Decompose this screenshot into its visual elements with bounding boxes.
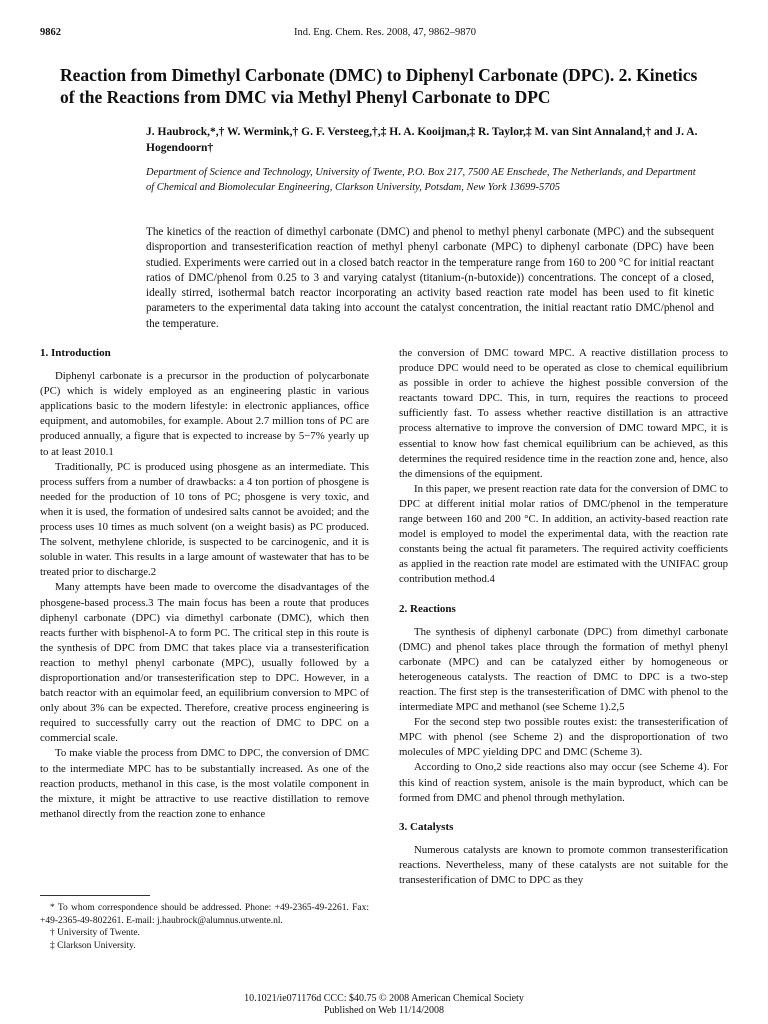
section-heading-catalysts: 3. Catalysts [399,820,454,833]
page-number: 9862 [40,27,61,38]
reactions-paragraph-3: According to Ono,2 side reactions also may occur (see Scheme 4). For this kind of reaction system, anisole is the main byproduct, which can be formed from DMC and phenol through methylation. [399,761,728,804]
article-title: Reaction from Dimethyl Carbonate (DMC) to Diphenyl Carbonate (DPC). 2. Kinetics of the Reactions from DMC via Methyl Phenyl Carbonate to DPC [60,65,698,107]
intro-paragraph-2: Traditionally, PC is produced using phosgene as an intermediate. This process suffers from a number of drawbacks: a 4 ton portion of phosgene is needed for the production of 10 tons of PC; phosgene is very toxic, and when it is used, the formation of undesired salts cannot be avoided; and the process uses 10 times as much solvent (on a weight basis) as PC produced. The solvent, methylene chloride, is suspected to be carcinogenic, and it is soluble in water. This results in a large amount of wastewater that has to be treated prior to discharge.2 [40,460,369,579]
journal-citation: Ind. Eng. Chem. Res. 2008, 47, 9862–9870 [294,27,476,38]
section-heading-introduction: 1. Introduction [40,347,111,359]
publication-date-line: Published on Web 11/14/2008 [323,1005,445,1016]
reactions-paragraph-2: For the second step two possible routes exist: the transesterification of MPC with phenol (see Scheme 2) and the disproportionation of two molecules of MPC yielding DPC and DMC (Scheme 3). [399,716,728,759]
catalysts-paragraph-1: Numerous catalysts are known to promote common transesterification reactions. Nevertheless, many of these catalysts are not suitable for the transesterification of DMC to DPC as they [399,843,728,886]
reactions-paragraph-1: The synthesis of diphenyl carbonate (DPC) from dimethyl carbonate (DMC) and phenol takes place through the formation of methyl phenyl carbonate (MPC) and can be catalyzed either by homogeneous or heterogeneous catalysts. The reaction of DMC to DPC is a two-step reaction. The first step is the transesterification of DMC with phenol to the intermediate MPC and methanol (see Scheme 1).2,5 [399,625,728,714]
doi-copyright-line: 10.1021/ie071176d CCC: $40.75 © 2008 American Chemical Society [244,993,524,1004]
right-column [399,346,728,888]
page-footer [0,993,768,1017]
intro-paragraph-4: To make viable the process from DMC to DPC, the conversion of DMC to the intermediate MPC has to be substantially increased. As one of the reaction products, methanol in this case, is the most volatile component in the mixture, it might be attractive to use reactive distillation to remove methanol directly from the reaction zone to enhance [40,747,369,820]
section-heading-reactions: 2. Reactions [399,602,456,615]
footnote-rule [40,895,150,896]
author-list: J. Haubrock,*,† W. Wermink,† G. F. Versteeg,†,‡ H. A. Kooijman,‡ R. Taylor,‡ M. van Sint Annaland,† and J. A. Hogendoorn† [146,126,698,154]
footnotes [40,895,369,952]
left-column [40,346,369,822]
footnote-correspondence: * To whom correspondence should be addressed. Phone: +49-2365-49-2261. Fax: +49-2365-49-802261. E-mail: j.haubrock@alumnus.utwente.nl. [40,903,369,926]
intro-paragraph-1: Diphenyl carbonate is a precursor in the production of polycarbonate (PC) which is widely employed as an engineering plastic in various applications basic to the modern lifestyle: in electronic appliances, office equipment, and automobiles, for example. About 2.7 million tons of PC are produced annually, a figure that is expected to increase by 5−7% yearly up to at least 2010.1 [40,370,369,458]
footnote-affiliation-clarkson: ‡ Clarkson University. [50,940,136,951]
intro-paragraph-5: In this paper, we present reaction rate data for the conversion of DMC to DPC at different initial molar ratios of DMC/phenol in the temperature range between 160 and 200 °C. In addition, an activity-based reaction rate model is employed to model the experimental data, with the reaction rate constants being the actual fit parameters. The required activity coefficients as applied in the reaction rate model are estimated with the UNIFAC group contribution method.4 [399,482,728,586]
intro-paragraph-3: Many attempts have been made to overcome the disadvantages of the phosgene-based process.3 The main focus has been a route that produces diphenyl carbonate (DPC) via dimethyl carbonate (DMC), which then reacts further with bisphenol-A to form PC. The critical step in this route is the synthesis of DPC from DMC that takes place via a transesterification reaction to methyl phenyl carbonate (MPC), usually followed by a disproportionation and/or transesterification step to DPC. However, in a batch reactor with an equimolar feed, an equilibrium conversion to MPC of only about 3% can be expected. Therefore, creative process engineering is required to successfully carry out the reaction of DMC to DPC on a commercial scale. [40,581,369,745]
running-header [40,27,730,43]
affiliations: Department of Science and Technology, University of Twente, P.O. Box 217, 7500 AE Enschede, The Netherlands, and Department of Chemical and Biomolecular Engineering, Clarkson University, Potsdam, New York 13699-5705 [146,167,696,193]
abstract: The kinetics of the reaction of dimethyl carbonate (DMC) and phenol to methyl phenyl carbonate (MPC) and the subsequent disproportion and transesterification reaction of methyl phenyl carbonate (MPC) to diphenyl carbonate (DPC) have been studied. Experiments were carried out in a closed batch reactor in the temperature range from 160 to 200 °C for initial reactant ratios of DMC/phenol from 0.25 to 3 and varying catalyst (titanium-(n-butoxide)) concentrations. The concept of a closed, ideally stirred, isothermal batch reactor incorporating an activity based reaction rate model has been used to fit kinetic parameters to the experimental data taking into account the catalyst concentration, the initial reactant ratio DMC/phenol and the temperature. [146,226,714,330]
footnote-affiliation-twente: † University of Twente. [50,928,140,939]
intro-paragraph-4-continued: the conversion of DMC toward MPC. A reactive distillation process to produce DPC would need to be operated as close to chemical equilibrium as possible in order to achieve the highest possible conversion of the reactants toward DPC. This, in turn, requires the reactions to proceed sufficiently fast. To assess whether reactive distillation is an attractive process alternative to improve the conversion of DMC toward MPC, it is essential to know how fast chemical equilibrium can be achieved, as this determines the required residence time in the reaction zone and, hence, also the dimensions of the equipment. [399,347,728,480]
